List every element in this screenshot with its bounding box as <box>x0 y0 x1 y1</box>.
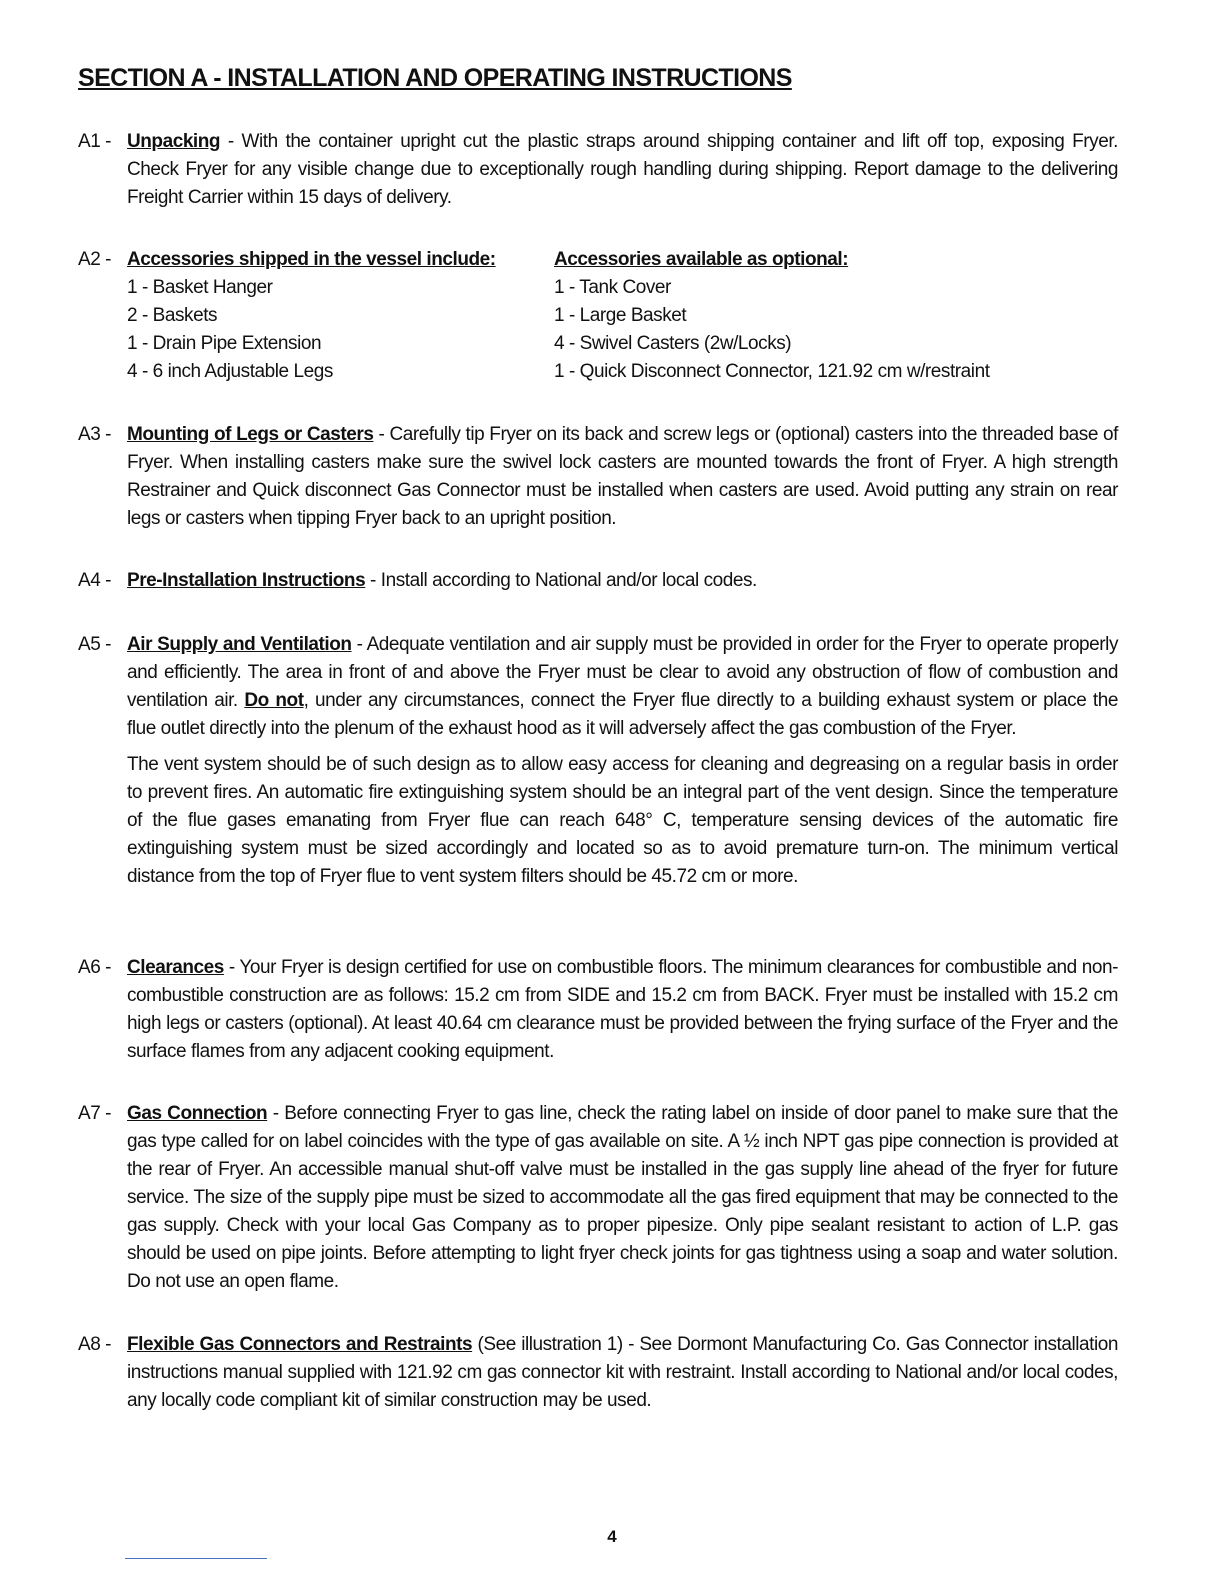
section-a5 <box>78 631 1118 891</box>
vent-system-paragraph: The vent system should be of such design as to allow easy access for cleaning and degreasing on a regular basis in order to prevent fires. An automatic fire extinguishing system should be an integral part of the vent design. Since the temperature of the flue gases emanating from Fryer flue can reach 648° C, temperature sensing devices of the automatic fire extinguishing system must be sized accordingly and located so as to avoid premature turn-on. The minimum vertical distance from the top of Fryer flue to vent system filters should be 45.72 cm or more. <box>127 754 1118 887</box>
item-title: Clearances <box>127 957 224 978</box>
item-text: - Adequate ventilation and air supply must be provided in order for the Fryer to operate properly and efficiently. The area in front of and above the Fryer must be clear to avoid any obstruction of flow of combustion and ventilation air. <box>127 634 1118 711</box>
optional-accessories-title: Accessories available as optional: <box>554 249 849 270</box>
section-a2 <box>78 246 1118 386</box>
item-title: Unpacking <box>127 131 221 152</box>
item-title: Gas Connection <box>127 1103 268 1124</box>
item-number: A8 - <box>78 1334 112 1355</box>
section-a8 <box>78 1331 1118 1415</box>
list-item: 4 - Swivel Casters (2w/Locks) <box>554 333 792 354</box>
item-text: (See illustration 1) - See Dormont Manufacturing Co. Gas Connector installation instructions manual supplied with 121.92 cm gas connector kit with restraint. Install according to National and/or local codes, any locally code compliant kit of similar construction may be used. <box>127 1334 1118 1411</box>
item-text: - Before connecting Fryer to gas line, check the rating label on inside of door panel to make sure that the gas type called for on label coincides with the type of gas available on site. A ½ inch NPT gas pipe connection is provided at the rear of Fryer. An accessible manual shut-off valve must be installed in the gas supply line ahead of the fryer for future service. The size of the supply pipe must be sized to accommodate all the gas fired equipment that may be connected to the gas supply. Check with your local Gas Company as to proper pipesize. Only pipe sealant resistant to action of L.P. gas should be used on pipe joints. Before attempting to light fryer check joints for gas tightness using a soap and water solution. Do not use an open flame. <box>127 1103 1118 1292</box>
item-number: A3 - <box>78 424 112 445</box>
section-a3 <box>78 421 1118 533</box>
emphasis-do-not: Do not <box>244 690 304 711</box>
item-number: A2 - <box>78 249 112 270</box>
list-item: 2 - Baskets <box>127 305 218 326</box>
list-item: 1 - Large Basket <box>554 305 687 326</box>
footer-divider <box>125 1558 267 1559</box>
accessories-columns <box>127 246 1118 386</box>
section-a7 <box>78 1100 1118 1296</box>
item-title: Mounting of Legs or Casters <box>127 424 374 445</box>
item-text: - Your Fryer is design certified for use on combustible floors. The minimum clearances for combustible and non-combustible construction are as follows: 15.2 cm from SIDE and 15.2 cm from BACK. Fryer must be installed with 15.2 cm high legs or casters (optional). At least 40.64 cm clearance must be provided between the frying surface of the Fryer and the surface flames from any adjacent cooking equipment. <box>127 957 1118 1062</box>
section-heading: SECTION A - INSTALLATION AND OPERATING INSTRUCTIONS <box>78 64 792 92</box>
item-text-continued: , under any circumstances, connect the Fryer flue directly to a building exhaust system or place the flue outlet directly into the plenum of the exhaust hood as it will adversely affect the gas combustion of the Fryer. <box>127 690 1118 739</box>
section-a6 <box>78 954 1118 1066</box>
list-item: 1 - Basket Hanger <box>127 277 273 298</box>
section-a1 <box>78 128 1118 212</box>
item-title: Flexible Gas Connectors and Restraints <box>127 1334 473 1355</box>
item-number: A4 - <box>78 570 112 591</box>
item-number: A5 - <box>78 634 112 655</box>
item-title: Air Supply and Ventilation <box>127 634 352 655</box>
item-title: Pre-Installation Instructions <box>127 570 366 591</box>
included-accessories-title: Accessories shipped in the vessel include: <box>127 249 496 270</box>
item-number: A6 - <box>78 957 112 978</box>
item-number: A7 - <box>78 1103 112 1124</box>
list-item: 1 - Tank Cover <box>554 277 671 298</box>
section-a4 <box>78 567 1118 595</box>
page-number: 4 <box>607 1527 617 1546</box>
item-text: - Carefully tip Fryer on its back and screw legs or (optional) casters into the threaded base of Fryer. When installing casters make sure the swivel lock casters are mounted towards the front of Fryer. A high strength Restrainer and Quick disconnect Gas Connector must be installed when casters are used. Avoid putting any strain on rear legs or casters when tipping Fryer back to an upright position. <box>127 424 1118 529</box>
list-item: 1 - Quick Disconnect Connector, 121.92 cm w/restraint <box>554 361 990 382</box>
included-accessories <box>127 246 496 386</box>
item-text: - With the container upright cut the plastic straps around shipping container and lift off top, exposing Fryer. Check Fryer for any visible change due to exceptionally rough handling during shipping. Report damage to the delivering Freight Carrier within 15 days of delivery. <box>127 131 1118 208</box>
list-item: 4 - 6 inch Adjustable Legs <box>127 361 333 382</box>
optional-accessories <box>554 246 990 386</box>
list-item: 1 - Drain Pipe Extension <box>127 333 322 354</box>
item-number: A1 - <box>78 131 112 152</box>
item-text: - Install according to National and/or local codes. <box>365 570 757 591</box>
